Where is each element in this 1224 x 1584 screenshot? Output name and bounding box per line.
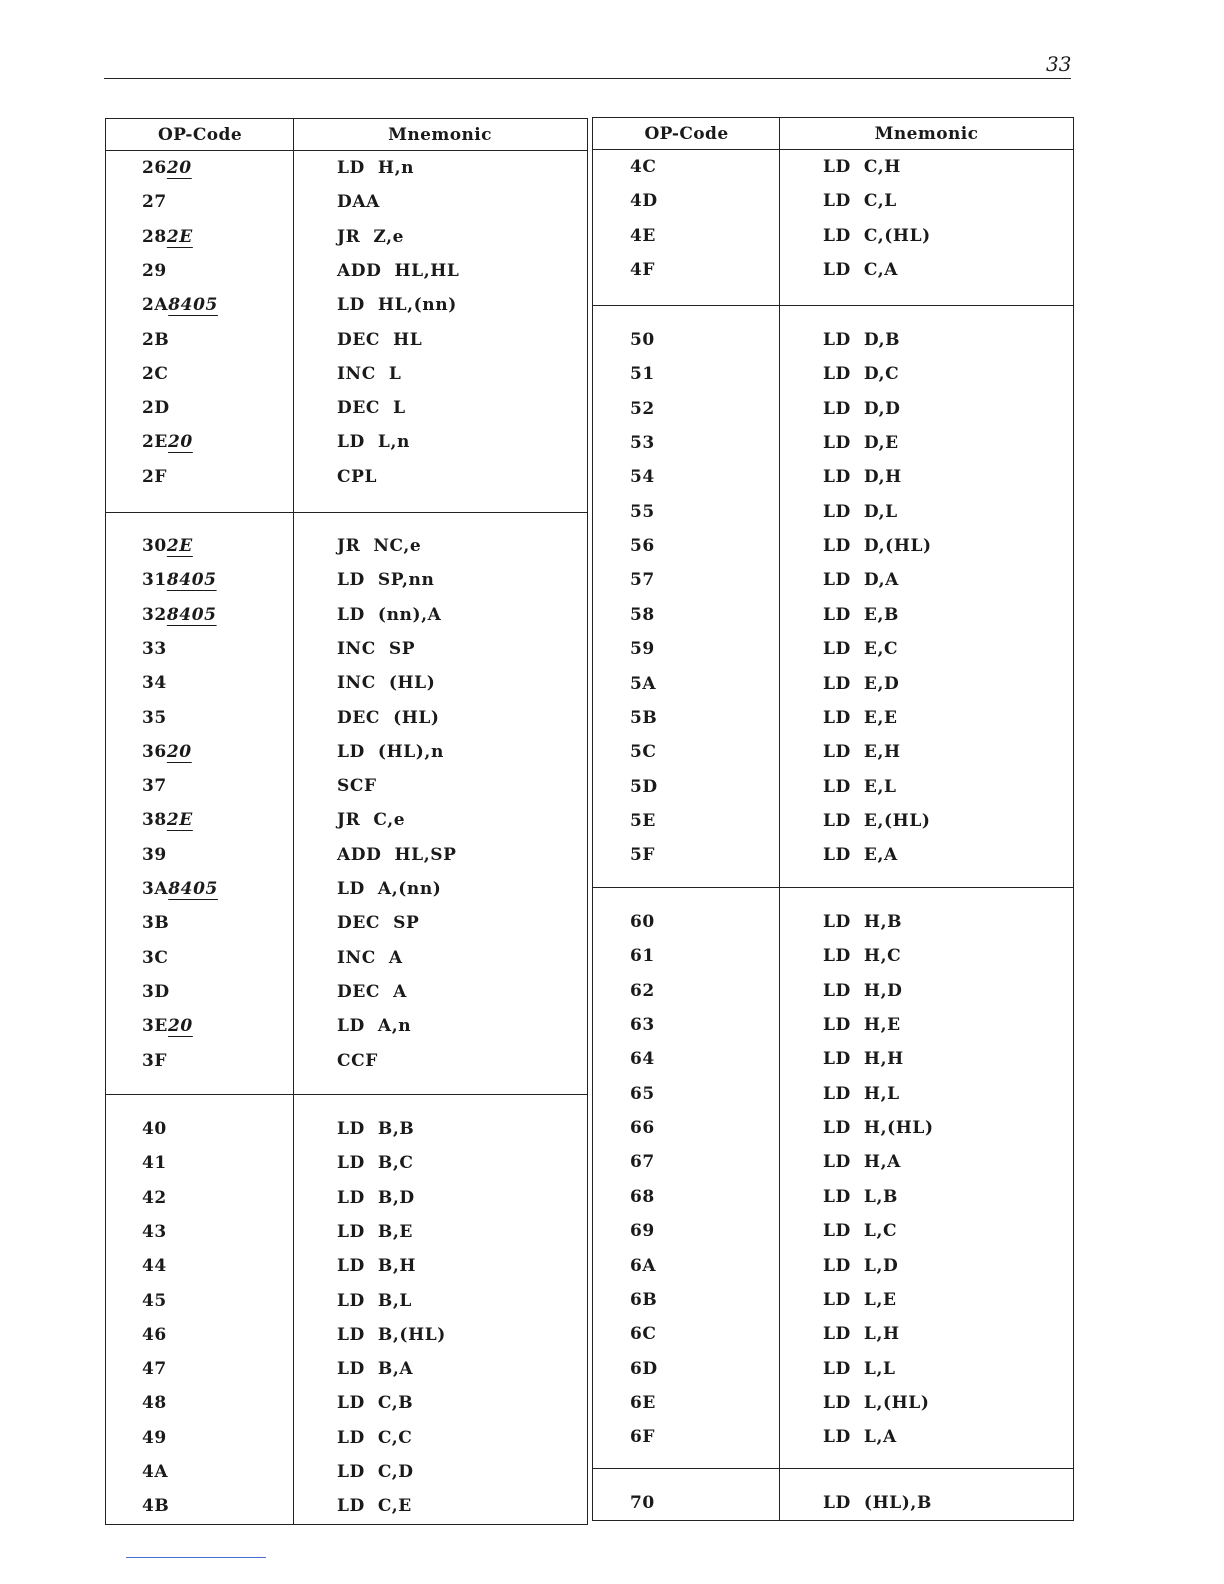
opcode-byte: 6D	[630, 1359, 658, 1379]
mnemonic-cell: DEC SP	[337, 913, 420, 933]
mnemonic-cell: CCF	[337, 1051, 378, 1071]
opcode-cell	[142, 632, 167, 666]
mnemonic-cell: LD H,C	[823, 946, 902, 966]
opcode-byte: 49	[142, 1428, 167, 1448]
opcode-cell	[142, 975, 170, 1009]
mnemonic-cell: LD D,A	[823, 570, 899, 590]
mnemonic-cell: DEC HL	[337, 330, 423, 350]
opcode-cell	[630, 632, 655, 666]
opcode-byte: 57	[630, 570, 655, 590]
opcode-cell	[630, 1249, 656, 1283]
opcode-cell	[142, 838, 167, 872]
opcode-byte: 28	[142, 227, 167, 247]
mnemonic-cell: LD H,(HL)	[823, 1118, 934, 1138]
opcode-byte: 3F	[142, 1051, 168, 1071]
opcode-cell	[630, 974, 655, 1008]
opcode-cell	[142, 598, 217, 632]
opcode-cell	[142, 1112, 167, 1146]
opcode-byte: 37	[142, 776, 167, 796]
opcode-cell	[630, 1486, 655, 1520]
column-divider	[293, 119, 294, 1524]
opcode-byte: 52	[630, 399, 655, 419]
mnemonic-cell: LD E,B	[823, 605, 899, 625]
opcode-cell	[630, 529, 655, 563]
mnemonic-cell: LD H,D	[823, 981, 903, 1001]
opcode-byte: 3E	[142, 1016, 168, 1036]
mnemonic-cell: CPL	[337, 467, 378, 487]
opcode-byte: 2B	[142, 330, 170, 350]
mnemonic-cell: LD D,C	[823, 364, 900, 384]
mnemonic-cell: LD L,A	[823, 1427, 897, 1447]
opcode-byte: 5E	[630, 811, 656, 831]
opcode-byte: 46	[142, 1325, 167, 1345]
operand-placeholder: 20	[168, 432, 193, 452]
opcode-byte: 51	[630, 364, 655, 384]
opcode-byte: 5B	[630, 708, 658, 728]
column-header-mnemonic: Mnemonic	[388, 125, 492, 145]
opcode-byte: 2F	[142, 467, 168, 487]
mnemonic-cell: LD D,D	[823, 399, 901, 419]
opcode-cell	[630, 939, 655, 973]
mnemonic-cell: DAA	[337, 192, 380, 212]
opcode-cell	[630, 1077, 655, 1111]
mnemonic-cell: LD HL,(nn)	[337, 295, 457, 315]
opcode-byte: 44	[142, 1256, 167, 1276]
page-number: 33	[1046, 52, 1072, 76]
opcode-byte: 70	[630, 1493, 655, 1513]
opcode-cell	[142, 460, 167, 494]
mnemonic-cell: LD (HL),B	[823, 1493, 932, 1513]
opcode-byte: 4C	[630, 157, 657, 177]
opcode-byte: 30	[142, 536, 167, 556]
group-divider	[593, 887, 1073, 888]
opcode-byte: 4F	[630, 260, 656, 280]
mnemonic-cell: LD B,L	[337, 1291, 412, 1311]
opcode-byte: 26	[142, 158, 167, 178]
opcode-cell	[142, 941, 169, 975]
opcode-byte: 35	[142, 708, 167, 728]
opcode-table-left	[105, 118, 588, 1525]
mnemonic-cell: LD SP,nn	[337, 570, 435, 590]
opcode-byte: 2A	[142, 295, 169, 315]
group-divider	[106, 1094, 587, 1095]
mnemonic-cell: LD D,(HL)	[823, 536, 932, 556]
opcode-cell	[142, 288, 218, 322]
opcode-cell	[630, 184, 658, 218]
opcode-cell	[142, 701, 167, 735]
mnemonic-cell: INC A	[337, 948, 403, 968]
opcode-byte: 42	[142, 1188, 167, 1208]
mnemonic-cell: LD A,(nn)	[337, 879, 442, 899]
opcode-cell	[630, 1111, 655, 1145]
opcode-cell	[142, 1249, 167, 1283]
mnemonic-cell: SCF	[337, 776, 377, 796]
opcode-cell	[142, 735, 192, 769]
mnemonic-cell: LD B,B	[337, 1119, 415, 1139]
opcode-byte: 5F	[630, 845, 656, 865]
opcode-byte: 53	[630, 433, 655, 453]
opcode-byte: 48	[142, 1393, 167, 1413]
opcode-byte: 4D	[630, 191, 658, 211]
mnemonic-cell: LD D,L	[823, 502, 898, 522]
opcode-cell	[142, 425, 193, 459]
mnemonic-cell: JR NC,e	[337, 536, 422, 556]
opcode-byte: 50	[630, 330, 655, 350]
mnemonic-cell: INC (HL)	[337, 673, 436, 693]
mnemonic-cell: LD H,L	[823, 1084, 900, 1104]
column-divider	[779, 118, 780, 1520]
opcode-byte: 39	[142, 845, 167, 865]
opcode-cell	[630, 1145, 655, 1179]
opcode-byte: 41	[142, 1153, 167, 1173]
opcode-cell	[142, 1318, 167, 1352]
mnemonic-cell: LD L,H	[823, 1324, 900, 1344]
opcode-cell	[142, 1284, 167, 1318]
operand-placeholder: 2E	[166, 227, 193, 247]
opcode-byte: 6C	[630, 1324, 657, 1344]
opcode-byte: 58	[630, 605, 655, 625]
opcode-cell	[142, 1386, 167, 1420]
opcode-byte: 43	[142, 1222, 167, 1242]
opcode-byte: 38	[142, 810, 167, 830]
mnemonic-cell: LD B,D	[337, 1188, 415, 1208]
opcode-cell	[630, 1283, 657, 1317]
opcode-byte: 29	[142, 261, 167, 281]
opcode-cell	[142, 1215, 167, 1249]
opcode-cell	[142, 1181, 167, 1215]
mnemonic-cell: LD B,C	[337, 1153, 414, 1173]
mnemonic-cell: ADD HL,SP	[337, 845, 457, 865]
opcode-cell	[142, 666, 167, 700]
mnemonic-cell: JR Z,e	[337, 227, 405, 247]
opcode-cell	[142, 872, 218, 906]
opcode-cell	[142, 1489, 169, 1523]
opcode-byte: 4E	[630, 226, 656, 246]
opcode-cell	[630, 804, 656, 838]
mnemonic-cell: LD E,C	[823, 639, 899, 659]
mnemonic-cell: LD H,A	[823, 1152, 901, 1172]
opcode-byte: 6A	[630, 1256, 657, 1276]
mnemonic-cell: LD D,H	[823, 467, 902, 487]
opcode-cell	[630, 219, 656, 253]
mnemonic-cell: JR C,e	[337, 810, 406, 830]
opcode-cell	[630, 1214, 655, 1248]
mnemonic-cell: LD L,(HL)	[823, 1393, 930, 1413]
opcode-byte: 47	[142, 1359, 167, 1379]
opcode-cell	[142, 563, 217, 597]
opcode-byte: 55	[630, 502, 655, 522]
mnemonic-cell: LD C,A	[823, 260, 899, 280]
opcode-cell	[142, 185, 167, 219]
opcode-cell	[142, 1044, 167, 1078]
opcode-cell	[630, 735, 657, 769]
opcode-cell	[630, 701, 657, 735]
opcode-cell	[630, 1317, 657, 1351]
mnemonic-cell: LD L,D	[823, 1256, 899, 1276]
opcode-byte: 64	[630, 1049, 655, 1069]
operand-placeholder: 20	[166, 158, 192, 178]
opcode-byte: 4B	[142, 1496, 170, 1516]
mnemonic-cell: LD E,A	[823, 845, 898, 865]
opcode-byte: 2C	[142, 364, 169, 384]
column-header-opcode: OP-Code	[157, 125, 243, 145]
mnemonic-cell: LD L,L	[823, 1359, 896, 1379]
opcode-byte: 40	[142, 1119, 167, 1139]
opcode-byte: 3A	[142, 879, 169, 899]
operand-placeholder: 8405	[166, 570, 217, 590]
mnemonic-cell: LD C,L	[823, 191, 897, 211]
mnemonic-cell: LD L,E	[823, 1290, 897, 1310]
opcode-byte: 69	[630, 1221, 655, 1241]
opcode-byte: 6E	[630, 1393, 656, 1413]
opcode-cell	[142, 1455, 168, 1489]
mnemonic-cell: LD E,H	[823, 742, 901, 762]
opcode-byte: 3B	[142, 913, 170, 933]
opcode-cell	[142, 906, 169, 940]
mnemonic-cell: LD L,C	[823, 1221, 898, 1241]
opcode-byte: 2D	[142, 398, 170, 418]
opcode-table-right	[592, 117, 1074, 1521]
opcode-cell	[630, 495, 655, 529]
opcode-byte: 45	[142, 1291, 167, 1311]
mnemonic-cell: LD C,(HL)	[823, 226, 931, 246]
mnemonic-cell: INC SP	[337, 639, 416, 659]
operand-placeholder: 20	[168, 1016, 193, 1036]
mnemonic-cell: DEC L	[337, 398, 406, 418]
opcode-byte: 34	[142, 673, 167, 693]
mnemonic-cell: LD H,n	[337, 158, 415, 178]
opcode-byte: 6B	[630, 1290, 658, 1310]
opcode-byte: 61	[630, 946, 655, 966]
opcode-byte: 27	[142, 192, 167, 212]
opcode-cell	[630, 905, 655, 939]
opcode-byte: 60	[630, 912, 655, 932]
mnemonic-cell: LD L,n	[337, 432, 410, 452]
mnemonic-cell: LD A,n	[337, 1016, 412, 1036]
opcode-cell	[630, 460, 655, 494]
opcode-cell	[630, 426, 655, 460]
group-divider	[593, 305, 1073, 306]
opcode-cell	[142, 1146, 167, 1180]
mnemonic-cell: LD D,B	[823, 330, 901, 350]
operand-placeholder: 2E	[166, 536, 193, 556]
opcode-cell	[630, 357, 655, 391]
footer-link-rule	[126, 1557, 266, 1558]
opcode-cell	[142, 151, 192, 185]
opcode-cell	[142, 391, 170, 425]
header-rule	[104, 78, 1071, 79]
opcode-cell	[630, 598, 655, 632]
opcode-cell	[630, 838, 655, 872]
column-header-opcode: OP-Code	[644, 124, 729, 144]
opcode-cell	[142, 323, 169, 357]
mnemonic-cell: LD E,D	[823, 674, 900, 694]
opcode-cell	[630, 1420, 655, 1454]
column-header-mnemonic: Mnemonic	[874, 124, 979, 144]
opcode-cell	[142, 803, 193, 837]
mnemonic-cell: LD H,E	[823, 1015, 901, 1035]
mnemonic-cell: LD B,A	[337, 1359, 414, 1379]
mnemonic-cell: LD E,E	[823, 708, 898, 728]
opcode-byte: 63	[630, 1015, 655, 1035]
opcode-cell	[142, 1352, 167, 1386]
opcode-byte: 2E	[142, 432, 168, 452]
opcode-cell	[630, 770, 658, 804]
mnemonic-cell: DEC (HL)	[337, 708, 440, 728]
opcode-cell	[142, 1421, 167, 1455]
opcode-cell	[630, 1008, 655, 1042]
opcode-byte: 4A	[142, 1462, 169, 1482]
group-divider	[106, 512, 587, 513]
mnemonic-cell: LD E,(HL)	[823, 811, 931, 831]
mnemonic-cell: LD C,E	[337, 1496, 412, 1516]
operand-placeholder: 2E	[166, 810, 193, 830]
opcode-byte: 67	[630, 1152, 655, 1172]
opcode-byte: 65	[630, 1084, 655, 1104]
opcode-byte: 31	[142, 570, 167, 590]
opcode-cell	[630, 1352, 658, 1386]
mnemonic-cell: LD (nn),A	[337, 605, 442, 625]
opcode-cell	[630, 667, 656, 701]
operand-placeholder: 8405	[168, 295, 218, 315]
mnemonic-cell: LD C,D	[337, 1462, 414, 1482]
opcode-byte: 3D	[142, 982, 170, 1002]
opcode-cell	[630, 1042, 655, 1076]
opcode-cell	[630, 150, 657, 184]
opcode-byte: 33	[142, 639, 167, 659]
opcode-byte: 59	[630, 639, 655, 659]
mnemonic-cell: DEC A	[337, 982, 407, 1002]
opcode-cell	[142, 529, 193, 563]
opcode-byte: 54	[630, 467, 655, 487]
opcode-cell	[630, 1386, 656, 1420]
opcode-byte: 5D	[630, 777, 658, 797]
opcode-cell	[142, 254, 167, 288]
opcode-cell	[630, 253, 655, 287]
mnemonic-cell: LD B,E	[337, 1222, 413, 1242]
opcode-byte: 6F	[630, 1427, 656, 1447]
mnemonic-cell: LD C,B	[337, 1393, 414, 1413]
opcode-byte: 62	[630, 981, 655, 1001]
mnemonic-cell: LD H,B	[823, 912, 903, 932]
operand-placeholder: 8405	[166, 605, 217, 625]
operand-placeholder: 20	[166, 742, 192, 762]
mnemonic-cell: LD E,L	[823, 777, 897, 797]
mnemonic-cell: LD C,C	[337, 1428, 413, 1448]
opcode-byte: 56	[630, 536, 655, 556]
mnemonic-cell: LD D,E	[823, 433, 899, 453]
opcode-cell	[142, 769, 167, 803]
mnemonic-cell: LD (HL),n	[337, 742, 444, 762]
opcode-cell	[142, 357, 169, 391]
opcode-cell	[630, 1180, 655, 1214]
opcode-byte: 36	[142, 742, 167, 762]
opcode-byte: 5C	[630, 742, 657, 762]
opcode-cell	[142, 220, 193, 254]
opcode-cell	[630, 563, 655, 597]
mnemonic-cell: LD L,B	[823, 1187, 898, 1207]
opcode-byte: 3C	[142, 948, 169, 968]
mnemonic-cell: INC L	[337, 364, 402, 384]
mnemonic-cell: LD B,(HL)	[337, 1325, 446, 1345]
mnemonic-cell: LD B,H	[337, 1256, 417, 1276]
group-divider	[593, 1468, 1073, 1469]
opcode-cell	[142, 1009, 193, 1043]
mnemonic-cell: LD C,H	[823, 157, 901, 177]
mnemonic-cell: LD H,H	[823, 1049, 904, 1069]
opcode-byte: 66	[630, 1118, 655, 1138]
opcode-cell	[630, 323, 655, 357]
opcode-byte: 5A	[630, 674, 657, 694]
opcode-cell	[630, 392, 655, 426]
operand-placeholder: 8405	[168, 879, 218, 899]
mnemonic-cell: ADD HL,HL	[337, 261, 460, 281]
opcode-byte: 68	[630, 1187, 655, 1207]
opcode-byte: 32	[142, 605, 167, 625]
